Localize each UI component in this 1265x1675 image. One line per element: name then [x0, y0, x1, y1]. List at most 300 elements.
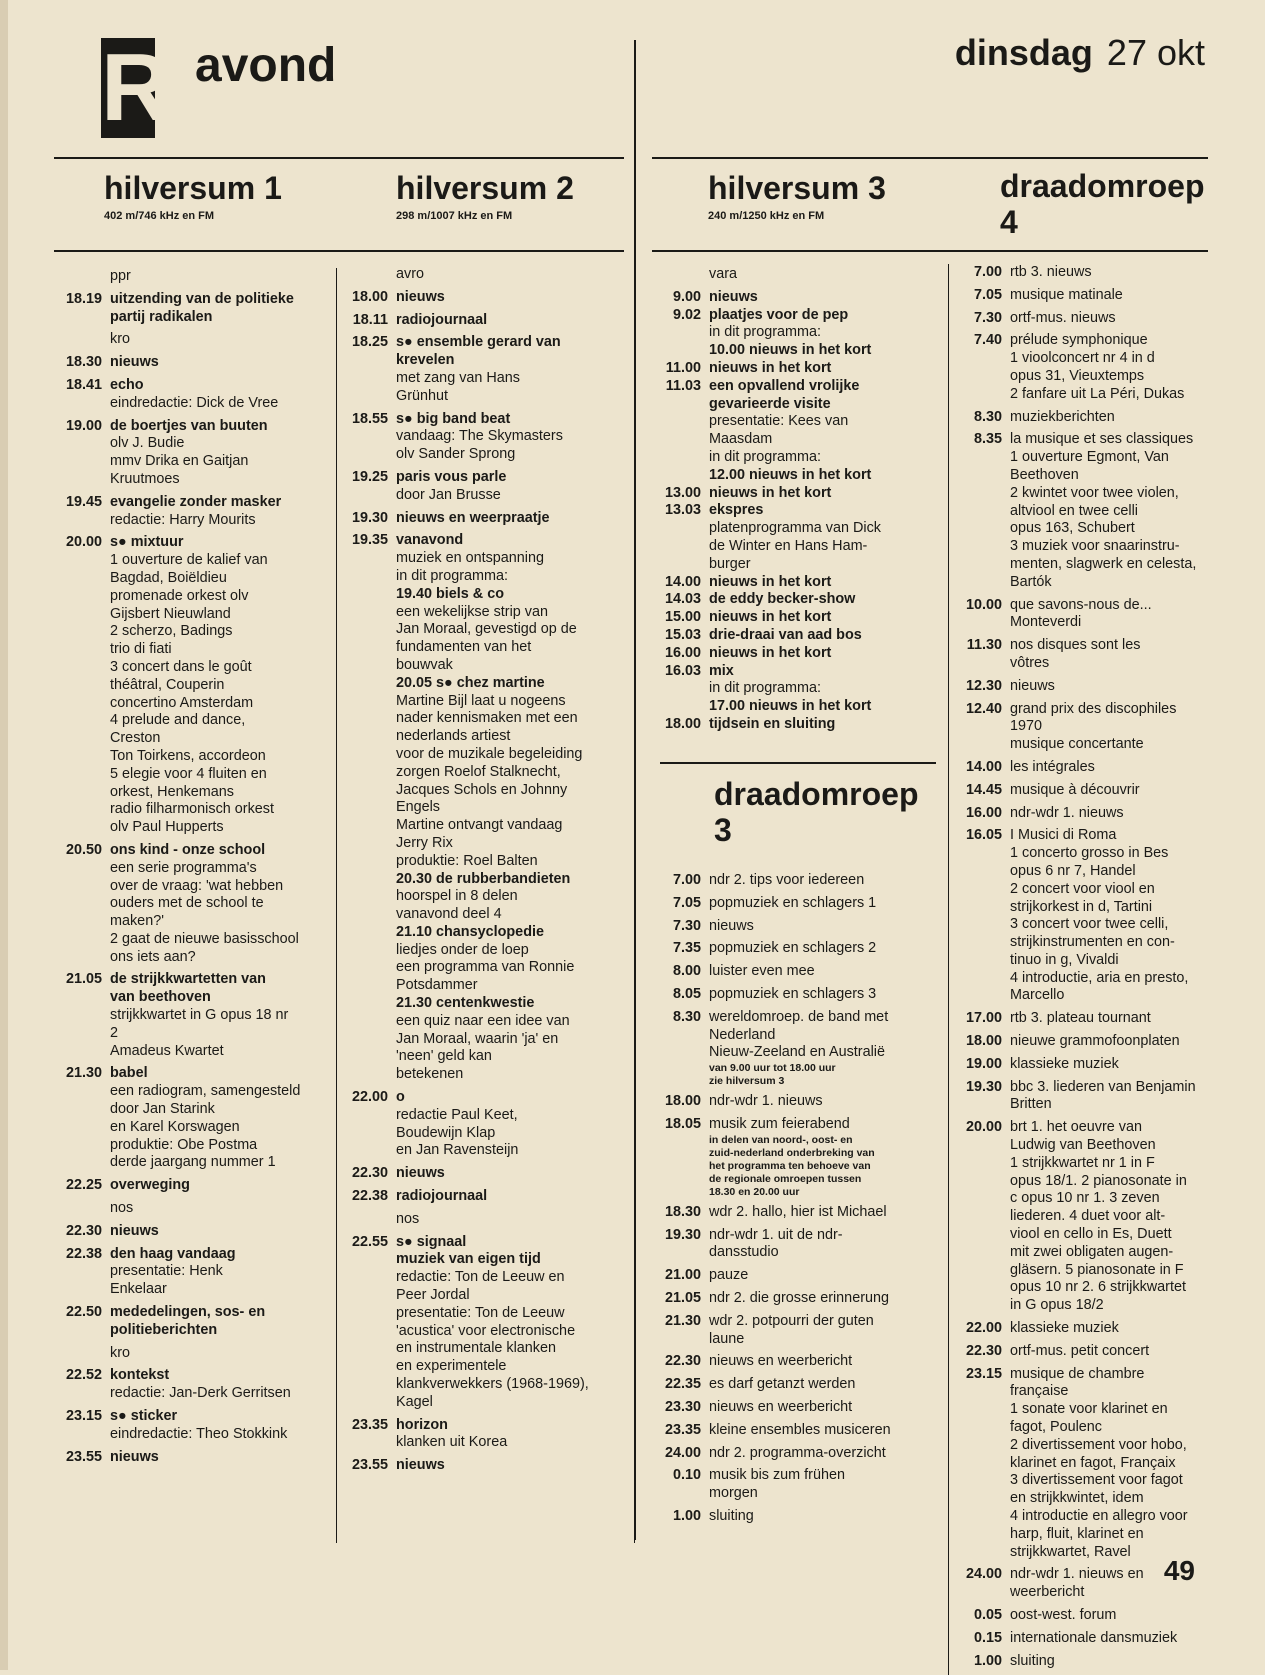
program-entry [955, 1033, 1249, 1051]
program-text: promenade orkest olv [110, 587, 249, 604]
program-text: luister even mee [709, 963, 815, 980]
program-time [54, 268, 102, 286]
program-details [110, 1177, 336, 1195]
program-text: redactie: Jan-Derk Gerritsen [110, 1385, 291, 1402]
program-text: 'neen' geld kan [396, 1048, 492, 1065]
program-entry [54, 1367, 336, 1403]
program-entry [955, 1366, 1249, 1562]
program-text: vanavond deel 4 [396, 906, 502, 923]
program-text: 2 scherzo, Badings [110, 623, 233, 640]
program-text: ortf-mus. nieuws [1010, 309, 1116, 326]
program-details [709, 1353, 946, 1371]
program-time: 22.35 [664, 1376, 701, 1393]
program-time: 22.30 [965, 1342, 1002, 1359]
program-text: radio filharmonisch orkest [110, 801, 274, 818]
program-entry [654, 378, 946, 485]
program-entry [344, 469, 634, 505]
program-text: 1970 [1010, 718, 1043, 735]
program-time [344, 266, 388, 284]
program-text: Maasdam [709, 431, 773, 448]
program-text: nieuws en weerbericht [709, 1353, 853, 1370]
program-time: 21.05 [664, 1289, 701, 1306]
program-title: kontekst [110, 1367, 170, 1384]
program-details [709, 360, 946, 378]
program-details [110, 354, 336, 372]
program-details [1010, 678, 1249, 696]
program-title: 21.30 centenkwestie [396, 995, 535, 1012]
program-text: een serie programma's [110, 859, 257, 876]
program-entry [54, 1246, 336, 1299]
program-title: evangelie zonder masker [110, 493, 282, 510]
program-text: muziek en ontspanning [396, 550, 545, 567]
program-text: 3 concert voor twee celli, [1010, 916, 1169, 933]
program-text: Nederland [709, 1026, 776, 1043]
program-time: 7.35 [672, 940, 701, 957]
program-time: 22.25 [65, 1177, 102, 1194]
program-details [1010, 637, 1249, 673]
program-text: redactie: Harry Mourits [110, 511, 256, 528]
program-text: Jan Moraal, waarin 'ja' en [396, 1030, 559, 1047]
program-text: nader kennismaken met een [396, 710, 578, 727]
program-entry [54, 1304, 336, 1340]
program-entry [54, 1200, 336, 1218]
program-title: nieuws en weerpraatje [396, 509, 550, 526]
program-title: nieuws in het kort [709, 359, 832, 376]
program-text: musique à découvrir [1010, 781, 1140, 798]
program-title: echo [110, 376, 144, 393]
program-time: 0.15 [973, 1629, 1002, 1646]
program-details [396, 510, 634, 528]
program-title: nieuws in het kort [709, 609, 832, 626]
schedule-draadomroep-4 [948, 264, 1249, 1675]
station-name: draadomroep 4 [1000, 168, 1205, 240]
program-text: Engels [396, 799, 441, 816]
program-entry [654, 940, 946, 958]
program-entry [955, 759, 1249, 777]
rule-stations-right [652, 250, 1208, 252]
program-details [709, 1467, 946, 1503]
program-time: 14.00 [664, 573, 701, 590]
program-details [709, 1093, 946, 1111]
program-entry [344, 1089, 634, 1160]
station-frequency: 298 m/1007 kHz en FM [396, 210, 513, 222]
program-text: derde jaargang nummer 1 [110, 1154, 276, 1171]
program-text: 2 concert voor viool en [1010, 880, 1155, 897]
program-details [709, 574, 946, 592]
program-time [54, 331, 102, 349]
station-hilversum-1 [104, 170, 282, 222]
program-time: 22.00 [351, 1089, 388, 1106]
program-text: ndr-wdr 1. uit de ndr- [709, 1226, 843, 1243]
program-details [709, 627, 946, 645]
program-text: Jerry Rix [396, 834, 453, 851]
program-title: nieuws [110, 1222, 159, 1239]
program-entry [654, 872, 946, 890]
program-entry [654, 1204, 946, 1222]
program-text: Beethoven [1010, 466, 1079, 483]
program-text: laune [709, 1330, 745, 1347]
program-time: 7.00 [973, 264, 1002, 280]
program-details [709, 609, 946, 627]
program-text: door Jan Brusse [396, 486, 501, 503]
program-title: nieuws [110, 354, 159, 371]
program-text: met zang van Hans [396, 369, 520, 386]
program-entry [654, 502, 946, 573]
program-details [1010, 805, 1249, 823]
program-time: 24.00 [664, 1444, 701, 1461]
program-entry [54, 1345, 336, 1363]
program-entry [955, 287, 1249, 305]
program-time: 7.40 [973, 332, 1002, 349]
program-time [54, 1200, 102, 1218]
program-details [1010, 1079, 1249, 1115]
rule-top-left [54, 157, 624, 159]
program-entry [54, 1408, 336, 1444]
program-entry [654, 1353, 946, 1371]
section-letter: R [101, 34, 171, 141]
program-text: Nieuw-Zeeland en Australië [709, 1044, 885, 1061]
program-text: c opus 10 nr 1. 3 zeven [1010, 1190, 1160, 1207]
program-title: nieuws [396, 1457, 445, 1474]
program-details [110, 1449, 336, 1467]
program-entry [955, 701, 1249, 754]
rule-top-right [652, 157, 1208, 159]
program-text: burger [709, 555, 751, 572]
program-details [1010, 310, 1249, 328]
program-details [110, 971, 336, 1060]
program-text: in dit programma: [709, 448, 821, 465]
program-time [654, 266, 701, 284]
program-text: klanken uit Korea [396, 1434, 508, 1451]
program-text: in dit programma: [709, 680, 821, 697]
program-time: 23.55 [351, 1457, 388, 1474]
program-entry [54, 418, 336, 489]
program-text: Creston [110, 730, 161, 747]
program-details [110, 377, 336, 413]
program-time: 14.03 [664, 591, 701, 608]
program-text: betekenen [396, 1066, 464, 1083]
program-text: een programma van Ronnie [396, 959, 575, 976]
program-text: 4 prelude and dance, [110, 712, 246, 729]
program-entry [955, 805, 1249, 823]
program-title: krevelen [396, 352, 455, 369]
program-time: 23.35 [664, 1421, 701, 1438]
program-entry [654, 1508, 946, 1526]
program-time: 21.00 [664, 1267, 701, 1284]
program-text: internationale dansmuziek [1010, 1629, 1178, 1646]
program-text: een radiogram, samengesteld [110, 1083, 301, 1100]
program-text: zorgen Roelof Stalknecht, [396, 763, 561, 780]
program-time: 18.00 [351, 288, 388, 305]
program-text: vôtres [1010, 654, 1050, 671]
program-title: nieuws [396, 1165, 445, 1182]
program-details [709, 1204, 946, 1222]
program-title: den haag vandaag [110, 1245, 236, 1262]
program-time: 17.00 [965, 1010, 1002, 1027]
program-entry [654, 266, 946, 284]
program-text: kro [110, 331, 130, 348]
program-time: 24.00 [965, 1566, 1002, 1583]
program-text: orkest, Henkemans [110, 783, 234, 800]
program-time: 8.35 [973, 431, 1002, 448]
program-time: 1.00 [672, 1507, 701, 1524]
program-entry [54, 377, 336, 413]
program-text: les intégrales [1010, 758, 1095, 775]
program-time: 22.30 [65, 1222, 102, 1239]
program-text: 4 introductie, aria en presto, [1010, 969, 1189, 986]
program-time: 18.00 [965, 1033, 1002, 1050]
program-details [709, 1290, 946, 1308]
program-time: 23.15 [965, 1365, 1002, 1382]
program-details [110, 418, 336, 489]
program-time: 18.55 [351, 410, 388, 427]
program-entry [955, 1630, 1249, 1648]
program-entry [654, 1227, 946, 1263]
program-title: s● big band beat [396, 410, 511, 427]
program-text: trio di fiati [110, 641, 172, 658]
program-details [396, 1417, 634, 1453]
program-entry [654, 627, 946, 645]
program-details [1010, 1033, 1249, 1051]
program-entry [955, 782, 1249, 800]
program-entry [955, 1056, 1249, 1074]
program-text: klassieke muziek [1010, 1320, 1119, 1337]
program-text: nos [110, 1200, 134, 1217]
program-text: 5 elegie voor 4 fluiten en [110, 765, 267, 782]
program-details [396, 1165, 634, 1183]
program-text: olv J. Budie [110, 435, 185, 452]
program-text: en Karel Korswagen [110, 1118, 240, 1135]
program-time: 21.05 [65, 971, 102, 988]
schedule-draadomroep-3 [654, 872, 946, 1531]
program-text: menten, slagwerk en celesta, [1010, 555, 1197, 572]
program-text: Jan Moraal, gevestigd op de [396, 621, 577, 638]
program-title: babel [110, 1065, 148, 1082]
program-time: 18.41 [65, 376, 102, 393]
program-entry [654, 1422, 946, 1440]
program-entry [955, 827, 1249, 1005]
program-text: ortf-mus. petit concert [1010, 1342, 1150, 1359]
program-time: 22.38 [351, 1188, 388, 1205]
program-time: 18.11 [352, 311, 388, 328]
station-name: hilversum 3 [708, 170, 886, 206]
program-time: 21.30 [65, 1065, 102, 1082]
program-details [396, 1457, 634, 1475]
program-text: popmuziek en schlagers 1 [709, 894, 877, 911]
program-text: platenprogramma van Dick [709, 520, 881, 537]
program-title: mix [709, 662, 734, 679]
program-text: Bagdad, Boiëldieu [110, 569, 227, 586]
program-details [396, 1089, 634, 1160]
program-details [709, 1376, 946, 1394]
program-time: 1.00 [973, 1652, 1002, 1669]
program-details [1010, 1056, 1249, 1074]
program-details [1010, 759, 1249, 777]
program-entry [654, 485, 946, 503]
program-text: kro [110, 1344, 130, 1361]
day-label: dinsdag [954, 32, 1093, 73]
program-details [709, 289, 946, 307]
program-text: 1 ouverture Egmont, Van [1010, 449, 1169, 466]
program-details [110, 842, 336, 967]
program-entry [344, 312, 634, 330]
program-entry [654, 307, 946, 360]
program-time: 15.03 [664, 626, 701, 643]
program-text: kleine ensembles musiceren [709, 1421, 891, 1438]
program-time: 18.19 [65, 290, 102, 307]
program-details [110, 1367, 336, 1403]
program-text: la musique et ses classiques [1010, 431, 1194, 448]
program-title: gevarieerde visite [709, 395, 831, 412]
program-text: door Jan Starink [110, 1101, 215, 1118]
program-time: 7.30 [672, 917, 701, 934]
program-entry [955, 678, 1249, 696]
program-text: hoorspel in 8 delen [396, 888, 518, 905]
program-details [396, 312, 634, 330]
date-header [955, 32, 1205, 74]
program-text: maken?' [110, 913, 164, 930]
schedule-hilversum-1 [54, 268, 337, 1543]
program-text: liedjes onder de loep [396, 941, 529, 958]
program-text: eindredactie: Theo Stokkink [110, 1425, 288, 1442]
program-entry [955, 264, 1249, 282]
program-text: zuid-nederland onderbreking van [709, 1146, 875, 1159]
program-details [1010, 1320, 1249, 1338]
program-entry [54, 494, 336, 530]
program-text: altviool en twee celli [1010, 502, 1138, 519]
program-time: 19.30 [351, 509, 388, 526]
program-title: nieuws in het kort [709, 644, 832, 661]
program-details [709, 716, 946, 734]
program-details [709, 1009, 946, 1088]
program-time: 22.38 [65, 1245, 102, 1262]
program-text: que savons-nous de... [1010, 596, 1152, 613]
program-details [1010, 332, 1249, 403]
program-entry [344, 411, 634, 464]
rule-draadomroep-3 [660, 762, 936, 764]
program-text: française [1010, 1383, 1069, 1400]
program-text: over de vraag: 'wat hebben [110, 877, 284, 894]
program-entry [654, 1399, 946, 1417]
program-time: 19.00 [965, 1055, 1002, 1072]
program-text: ndr 2. programma-overzicht [709, 1444, 886, 1461]
program-text: in dit programma: [709, 324, 821, 341]
program-details [709, 378, 946, 485]
program-text: ndr-wdr 1. nieuws [1010, 804, 1124, 821]
program-time: 19.35 [351, 532, 388, 549]
program-details [709, 918, 946, 936]
program-text: redactie Paul Keet, [396, 1106, 518, 1123]
program-entry [654, 1290, 946, 1308]
program-text: strijkinstrumenten en con- [1010, 934, 1175, 951]
program-title: overweging [110, 1177, 190, 1194]
program-text: en experimentele [396, 1358, 507, 1375]
program-text: zie hilversum 3 [709, 1075, 785, 1088]
program-details [110, 1223, 336, 1241]
program-text: ndr 2. tips voor iedereen [709, 872, 865, 888]
program-entry [344, 1417, 634, 1453]
program-details [709, 963, 946, 981]
program-entry [654, 591, 946, 609]
program-time: 16.00 [664, 644, 701, 661]
program-text: sluiting [709, 1507, 754, 1524]
program-text: morgen [709, 1485, 758, 1502]
program-entry [344, 510, 634, 528]
program-entry [654, 360, 946, 378]
program-text: Britten [1010, 1096, 1052, 1113]
program-entry [344, 532, 634, 1084]
program-title: tijdsein en sluiting [709, 715, 836, 732]
program-time: 19.45 [65, 493, 102, 510]
program-title: nieuws in het kort [709, 573, 832, 590]
program-text: een quiz naar een idee van [396, 1012, 570, 1029]
program-text: redactie: Ton de Leeuw en [396, 1269, 565, 1286]
program-time: 13.03 [664, 502, 701, 519]
program-text: klarinet en fagot, Françaix [1010, 1454, 1176, 1471]
program-entry [955, 597, 1249, 633]
program-title: muziek van eigen tijd [396, 1251, 541, 1268]
program-text: fagot, Poulenc [1010, 1419, 1103, 1436]
program-entry [955, 1010, 1249, 1028]
program-time: 18.30 [664, 1203, 701, 1220]
program-time [54, 1345, 102, 1363]
program-time: 19.30 [965, 1078, 1002, 1095]
program-time: 18.30 [65, 354, 102, 371]
program-entry [654, 289, 946, 307]
program-title: vanavond [396, 532, 464, 549]
program-entry [344, 1188, 634, 1206]
program-time: 13.00 [664, 484, 701, 501]
program-time: 20.00 [65, 534, 102, 551]
page-number: 49 [1163, 1555, 1195, 1586]
program-text: Amadeus Kwartet [110, 1042, 224, 1059]
program-time: 19.30 [664, 1226, 701, 1243]
program-text: en instrumentale klanken [396, 1340, 556, 1357]
program-text: Potsdammer [396, 977, 478, 994]
program-entry [54, 291, 336, 327]
program-text: nieuws [709, 917, 754, 934]
program-details [709, 1445, 946, 1463]
program-entry [54, 534, 336, 837]
program-text: Marcello [1010, 987, 1065, 1004]
program-text: Ludwig van Beethoven [1010, 1137, 1156, 1154]
program-entry [54, 268, 336, 286]
program-entry [344, 334, 634, 405]
program-text: 3 concert dans le goût [110, 658, 252, 675]
program-entry [344, 1457, 634, 1475]
program-text: wdr 2. potpourri der guten [709, 1312, 874, 1329]
program-text: van 9.00 uur tot 18.00 uur [709, 1062, 836, 1075]
program-entry [654, 716, 946, 734]
program-text: bbc 3. liederen van Benjamin [1010, 1078, 1196, 1095]
program-text: pauze [709, 1267, 749, 1284]
program-title: een opvallend vrolijke [709, 377, 860, 394]
program-details [709, 1313, 946, 1349]
program-title: radiojournaal [396, 311, 488, 328]
program-title: s● mixtuur [110, 534, 184, 551]
program-time: 8.30 [672, 1008, 701, 1025]
program-entry [654, 609, 946, 627]
program-details [1010, 1366, 1249, 1562]
program-details [709, 872, 946, 890]
program-entry [344, 1165, 634, 1183]
program-title: de eddy becker-show [709, 591, 856, 608]
program-entry [955, 409, 1249, 427]
program-details [1010, 782, 1249, 800]
program-text: opus 18/1. 2 pianosonate in [1010, 1172, 1187, 1189]
program-text: ndr-wdr 1. nieuws en [1010, 1566, 1144, 1583]
program-text: strijkorkest in d, Tartini [1010, 898, 1153, 915]
